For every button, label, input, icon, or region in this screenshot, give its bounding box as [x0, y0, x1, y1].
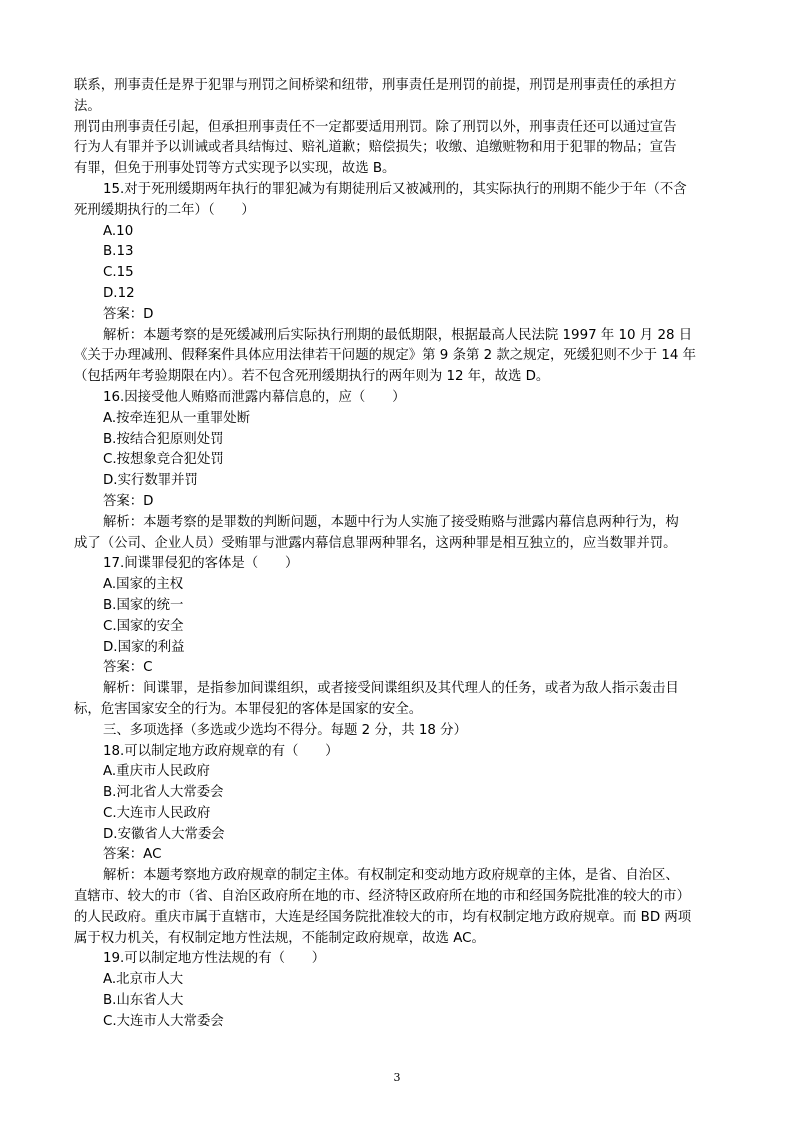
- text-line: 法。: [74, 98, 101, 114]
- text-line: 17.间谍罪侵犯的客体是（ ）: [103, 556, 299, 572]
- text-line: D.安徽省人大常委会: [103, 826, 225, 842]
- text-line: B.河北省人大常委会: [103, 785, 224, 801]
- text-line: 属于权力机关，有权制定地方性法规，不能制定政府规章，故选 AC。: [74, 930, 485, 946]
- text-line: D.国家的利益: [103, 639, 185, 655]
- text-line: 联系，刑事责任是界于犯罪与刑罚之间桥梁和纽带，刑事责任是刑罚的前提，刑罚是刑事责任的承担方: [74, 78, 677, 93]
- text-line: 16.因接受他人贿赂而泄露内幕信息的，应（ ）: [103, 389, 406, 405]
- text-line: A.国家的主权: [103, 577, 184, 593]
- text-line: B.国家的统一: [103, 597, 184, 613]
- text-line: 答案：D: [103, 493, 154, 509]
- text-line: 答案：AC: [103, 847, 162, 863]
- text-line: 行为人有罪并予以训诫或者具结悔过、赔礼道歉；赔偿损失；收缴、追缴赃物和用于犯罪的物品；宣告: [74, 140, 677, 156]
- text-line: B.按结合犯原则处罚: [103, 431, 224, 447]
- text-line: 成了（公司、企业人员）受贿罪与泄露内幕信息罪两种罪名，这两种罪是相互独立的，应当数罪并罚。: [74, 535, 677, 551]
- text-line: B.山东省人大: [103, 993, 184, 1009]
- text-line: C.大连市人大常委会: [103, 1013, 224, 1029]
- text-line: 15.对于死刑缓期两年执行的罪犯减为有期徒刑后又被减刑的，其实际执行的刑期不能少于年（不含: [103, 181, 687, 197]
- text-line: 的人民政府。重庆市属于直辖市，大连是经国务院批准较大的市，均有权制定地方政府规章。而 BD 两项: [74, 909, 692, 925]
- text-line: 答案：D: [103, 306, 154, 322]
- text-line: A.北京市人大: [103, 972, 184, 988]
- text-line: C.国家的安全: [103, 618, 184, 634]
- text-line: C.15: [103, 265, 134, 281]
- text-line: 解析：间谍罪，是指参加间谍组织，或者接受间谍组织及其代理人的任务，或者为敌人指示轰击目: [103, 681, 679, 697]
- text-line: C.大连市人民政府: [103, 805, 211, 821]
- text-line: 19.可以制定地方性法规的有（ ）: [103, 951, 326, 967]
- text-line: （包括两年考验期限在内）。若不包含死刑缓期执行的两年则为 12 年，故选 D。: [74, 369, 550, 385]
- text-line: A.按牵连犯从一重罪处断: [103, 410, 251, 426]
- text-line: 直辖市、较大的市（省、自治区政府所在地的市、经济特区政府所在地的市和经国务院批准的较大的市）: [74, 889, 690, 905]
- text-line: 死刑缓期执行的二年）（ ）: [74, 202, 255, 218]
- text-line: A.10: [103, 223, 134, 239]
- text-line: 标，危害国家安全的行为。本罪侵犯的客体是国家的安全。: [74, 701, 423, 717]
- text-line: B.13: [103, 244, 134, 260]
- text-line: D.实行数罪并罚: [103, 473, 198, 489]
- text-line: A.重庆市人民政府: [103, 764, 210, 780]
- text-line: 《关于办理减刑、假释案件具体应用法律若干问题的规定》第 9 条第 2 款之规定，死缓犯则不少于 14 年: [74, 348, 697, 364]
- text-line: D.12: [103, 285, 135, 301]
- page-number: 3: [393, 1071, 401, 1084]
- text-line: 18.可以制定地方政府规章的有（ ）: [103, 743, 339, 759]
- text-line: 有罪，但免于刑事处罚等方式实现予以实现，故选 B。: [74, 161, 396, 177]
- text-line: 解析：本题考察的是罪数的判断问题，本题中行为人实施了接受贿赂与泄露内幕信息两种行为，构: [103, 514, 679, 530]
- text-line: 三、多项选择（多选或少选均不得分。每题 2 分，共 18 分）: [103, 722, 467, 738]
- text-line: 刑罚由刑事责任引起，但承担刑事责任不一定都要适用刑罚。除了刑罚以外，刑事责任还可以通过宣告: [74, 119, 677, 135]
- text-line: 答案：C: [103, 660, 153, 676]
- text-line: C.按想象竞合犯处罚: [103, 452, 224, 468]
- text-line: 解析：本题考察的是死缓减刑后实际执行刑期的最低期限，根据最高人民法院 1997 年 10 月 28 日: [103, 327, 693, 343]
- document-body: [74, 76, 726, 1033]
- text-line: 解析：本题考察地方政府规章的制定主体。有权制定和变动地方政府规章的主体，是省、自治区、: [103, 868, 679, 884]
